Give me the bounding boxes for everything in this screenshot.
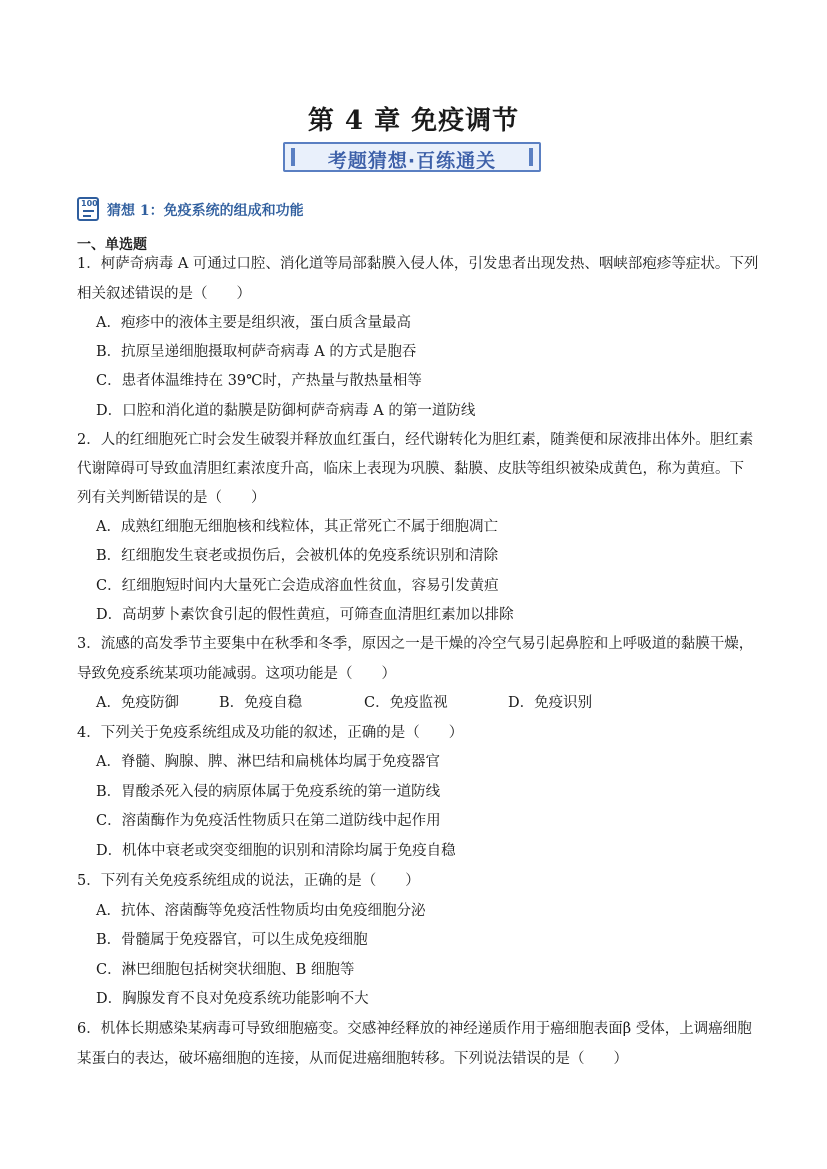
checklist-icon-text: 100: [81, 199, 98, 208]
question-5-option-b: B．骨髓属于免疫器官，可以生成免疫细胞: [96, 932, 368, 948]
banner-right-bar: [529, 148, 533, 166]
question-1-line-1: 1．柯萨奇病毒 A 可通过口腔、消化道等局部黏膜入侵人体，引发患者出现发热、咽峡部疱疹等症状。下列: [77, 256, 759, 272]
question-4-option-a: A．脊髓、胸腺、脾、淋巴结和扁桃体均属于免疫器官: [96, 754, 440, 770]
question-5-line-1: 5．下列有关免疫系统组成的说法，正确的是（ ）: [77, 873, 420, 889]
banner-text: 考题猜想·百练通关: [327, 150, 497, 172]
question-5-option-c: C．淋巴细胞包括树突状细胞、B 细胞等: [96, 962, 355, 978]
question-4-option-b: B．胃酸杀死入侵的病原体属于免疫系统的第一道防线: [96, 784, 441, 800]
banner: [283, 142, 541, 172]
question-3-option-c: C．免疫监视: [364, 695, 448, 711]
question-1-option-c: C．患者体温维持在 39℃时，产热量与散热量相等: [96, 373, 422, 389]
question-4-line-1: 4．下列关于免疫系统组成及功能的叙述，正确的是（ ）: [77, 725, 464, 741]
question-3-option-d: D．免疫识别: [508, 695, 593, 711]
question-1-option-a: A．疱疹中的液体主要是组织液，蛋白质含量最高: [96, 315, 411, 331]
question-1-line-2: 相关叙述错误的是（ ）: [77, 286, 251, 302]
question-4-option-c: C．溶菌酶作为免疫活性物质只在第二道防线中起作用: [96, 813, 441, 829]
question-1-option-d: D．口腔和消化道的黏膜是防御柯萨奇病毒 A 的第一道防线: [96, 403, 476, 419]
checklist-icon: [77, 197, 99, 221]
question-6-line-1: 6．机体长期感染某病毒可导致细胞癌变。交感神经释放的神经递质作用于癌细胞表面β 受体，上调癌细胞: [77, 1021, 752, 1037]
question-5-option-d: D．胸腺发育不良对免疫系统功能影响不大: [96, 991, 369, 1007]
checklist-line: [83, 210, 94, 212]
question-2-option-a: A．成熟红细胞无细胞核和线粒体，其正常死亡不属于细胞凋亡: [96, 519, 498, 535]
question-2-line-1: 2．人的红细胞死亡时会发生破裂并释放血红蛋白，经代谢转化为胆红素，随粪便和尿液排出体外。胆红素: [77, 432, 754, 448]
question-3-option-b: B．免疫自稳: [219, 695, 303, 711]
question-3-line-1: 3．流感的高发季节主要集中在秋季和冬季，原因之一是干燥的冷空气易引起鼻腔和上呼吸道的黏膜干燥，: [77, 636, 754, 652]
question-2-option-c: C．红细胞短时间内大量死亡会造成溶血性贫血，容易引发黄疸: [96, 578, 499, 594]
question-2-line-3: 列有关判断错误的是（ ）: [77, 490, 266, 506]
question-2-option-b: B．红细胞发生衰老或损伤后，会被机体的免疫系统识别和清除: [96, 548, 499, 564]
question-3-line-2: 导致免疫系统某项功能减弱。这项功能是（ ）: [77, 666, 396, 682]
question-type-heading: 一、单选题: [77, 237, 147, 253]
question-2-option-d: D．高胡萝卜素饮食引起的假性黄疸，可筛查血清胆红素加以排除: [96, 607, 514, 623]
chapter-title: 第 4 章 免疫调节: [307, 106, 520, 136]
checklist-line: [83, 215, 91, 217]
question-1-option-b: B．抗原呈递细胞摄取柯萨奇病毒 A 的方式是胞吞: [96, 344, 417, 360]
question-5-option-a: A．抗体、溶菌酶等免疫活性物质均由免疫细胞分泌: [96, 903, 426, 919]
question-6-line-2: 某蛋白的表达，破坏癌细胞的连接，从而促进癌细胞转移。下列说法错误的是（ ）: [77, 1051, 628, 1067]
question-4-option-d: D．机体中衰老或突变细胞的识别和清除均属于免疫自稳: [96, 843, 456, 859]
section-title: 猜想 1：免疫系统的组成和功能: [107, 203, 304, 219]
question-2-line-2: 代谢障碍可导致血清胆红素浓度升高，临床上表现为巩膜、黏膜、皮肤等组织被染成黄色，称为黄疸。下: [77, 461, 744, 477]
question-3-option-a: A．免疫防御: [96, 695, 179, 711]
